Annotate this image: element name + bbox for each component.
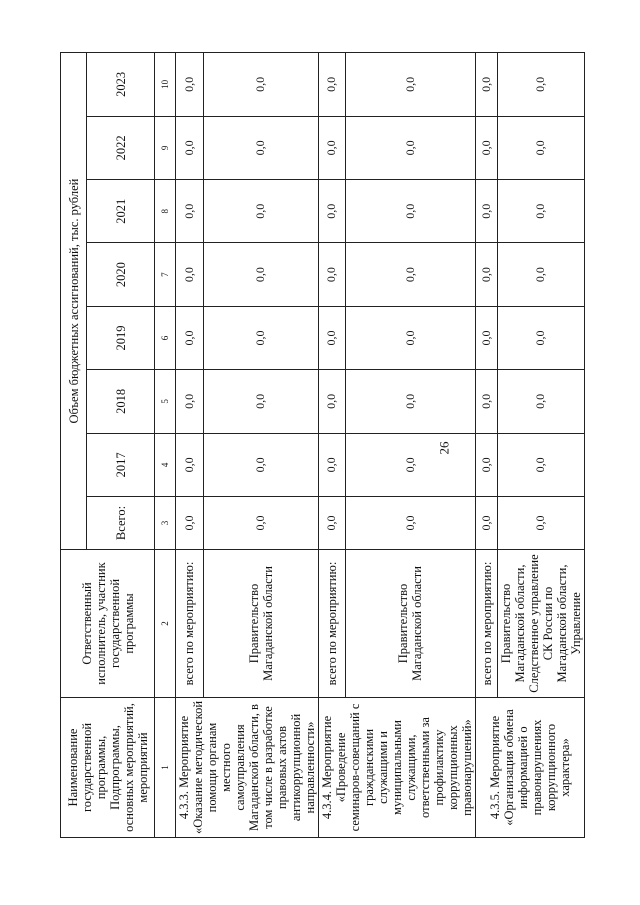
value-cell: 0,0 xyxy=(319,116,346,179)
value-cell: 0,0 xyxy=(176,243,204,306)
index-cell: 3 xyxy=(155,497,176,550)
value-cell: 0,0 xyxy=(345,243,475,306)
budget-table xyxy=(60,52,585,838)
value-cell: 0,0 xyxy=(345,370,475,433)
value-cell: 0,0 xyxy=(476,433,498,496)
header-year: 2018 xyxy=(87,370,155,433)
header-row-group xyxy=(61,53,87,838)
header-year: 2017 xyxy=(87,433,155,496)
value-cell: 0,0 xyxy=(203,433,318,496)
value-cell: 0,0 xyxy=(498,433,585,496)
value-cell: 0,0 xyxy=(176,433,204,496)
value-cell: 0,0 xyxy=(319,370,346,433)
value-cell: 0,0 xyxy=(476,370,498,433)
value-cell: 0,0 xyxy=(476,243,498,306)
value-cell: 0,0 xyxy=(319,497,346,550)
header-executor: Ответственный исполнитель, участник государственной программы xyxy=(61,550,155,698)
summary-label: всего по мероприятию: xyxy=(176,550,204,698)
value-cell: 0,0 xyxy=(319,433,346,496)
value-cell: 0,0 xyxy=(498,370,585,433)
summary-label: всего по мероприятию: xyxy=(319,550,346,698)
rotated-table-container xyxy=(60,53,583,838)
value-cell: 0,0 xyxy=(498,180,585,243)
value-cell: 0,0 xyxy=(319,180,346,243)
value-cell: 0,0 xyxy=(498,116,585,179)
activity-name: 4.3.4. Мероприятие «Проведение семинаров-совещаний с гражданскими служащими и муниципальными служащими, ответственными за профилактику коррупционных правонарушений» xyxy=(319,698,476,838)
value-cell: 0,0 xyxy=(345,497,475,550)
summary-label: всего по мероприятию: xyxy=(476,550,498,698)
executor-cell: Правительство Магаданской области xyxy=(203,550,318,698)
activity-name: 4.3.5. Мероприятие «Организация обмена информацией о правонарушениях коррупционного характера» xyxy=(476,698,585,838)
value-cell: 0,0 xyxy=(176,306,204,369)
index-cell: 6 xyxy=(155,306,176,369)
value-cell: 0,0 xyxy=(498,497,585,550)
value-cell: 0,0 xyxy=(345,53,475,117)
value-cell: 0,0 xyxy=(176,180,204,243)
index-cell: 4 xyxy=(155,433,176,496)
header-year: 2023 xyxy=(87,53,155,117)
index-cell: 9 xyxy=(155,116,176,179)
value-cell: 0,0 xyxy=(345,116,475,179)
executor-cell: Правительство Магаданской области, Следственное управление СК России по Магаданской области, Управление xyxy=(498,550,585,698)
value-cell: 0,0 xyxy=(319,53,346,117)
index-cell: 8 xyxy=(155,180,176,243)
index-cell: 5 xyxy=(155,370,176,433)
header-year: 2019 xyxy=(87,306,155,369)
value-cell: 0,0 xyxy=(345,433,475,496)
value-cell: 0,0 xyxy=(203,53,318,117)
value-cell: 0,0 xyxy=(176,53,204,117)
value-cell: 0,0 xyxy=(498,306,585,369)
value-cell: 0,0 xyxy=(203,497,318,550)
value-cell: 0,0 xyxy=(176,370,204,433)
header-budget-group: Объем бюджетных ассигнований, тыс. рублей xyxy=(61,53,87,550)
header-year: 2021 xyxy=(87,180,155,243)
index-row xyxy=(155,53,176,838)
value-cell: 0,0 xyxy=(203,180,318,243)
executor-cell: Правительство Магаданской области xyxy=(345,550,475,698)
value-cell: 0,0 xyxy=(176,116,204,179)
value-cell: 0,0 xyxy=(319,306,346,369)
table-row-summary xyxy=(176,53,204,838)
index-cell: 10 xyxy=(155,53,176,117)
value-cell: 0,0 xyxy=(476,497,498,550)
index-cell: 1 xyxy=(155,698,176,838)
value-cell: 0,0 xyxy=(476,306,498,369)
table-row-summary xyxy=(476,53,498,838)
header-year: 2020 xyxy=(87,243,155,306)
header-year: 2022 xyxy=(87,116,155,179)
table-row-summary xyxy=(319,53,346,838)
index-cell: 2 xyxy=(155,550,176,698)
value-cell: 0,0 xyxy=(476,53,498,117)
value-cell: 0,0 xyxy=(203,306,318,369)
value-cell: 0,0 xyxy=(498,53,585,117)
value-cell: 0,0 xyxy=(203,116,318,179)
value-cell: 0,0 xyxy=(476,116,498,179)
value-cell: 0,0 xyxy=(476,180,498,243)
value-cell: 0,0 xyxy=(345,306,475,369)
value-cell: 0,0 xyxy=(203,370,318,433)
value-cell: 0,0 xyxy=(203,243,318,306)
header-total: Всего: xyxy=(87,497,155,550)
page-number: 26 xyxy=(436,441,452,455)
value-cell: 0,0 xyxy=(176,497,204,550)
value-cell: 0,0 xyxy=(498,243,585,306)
header-name: Наименование государственной программы, Подпрограммы, основных мероприятий, мероприятий xyxy=(61,698,155,838)
value-cell: 0,0 xyxy=(319,243,346,306)
activity-name: 4.3.3. Мероприятие «Оказание методической помощи органам местного самоуправления Магаданской области, в том числе в разработке правовых актов антикоррупционной направленности» xyxy=(176,698,319,838)
index-cell: 7 xyxy=(155,243,176,306)
value-cell: 0,0 xyxy=(345,180,475,243)
